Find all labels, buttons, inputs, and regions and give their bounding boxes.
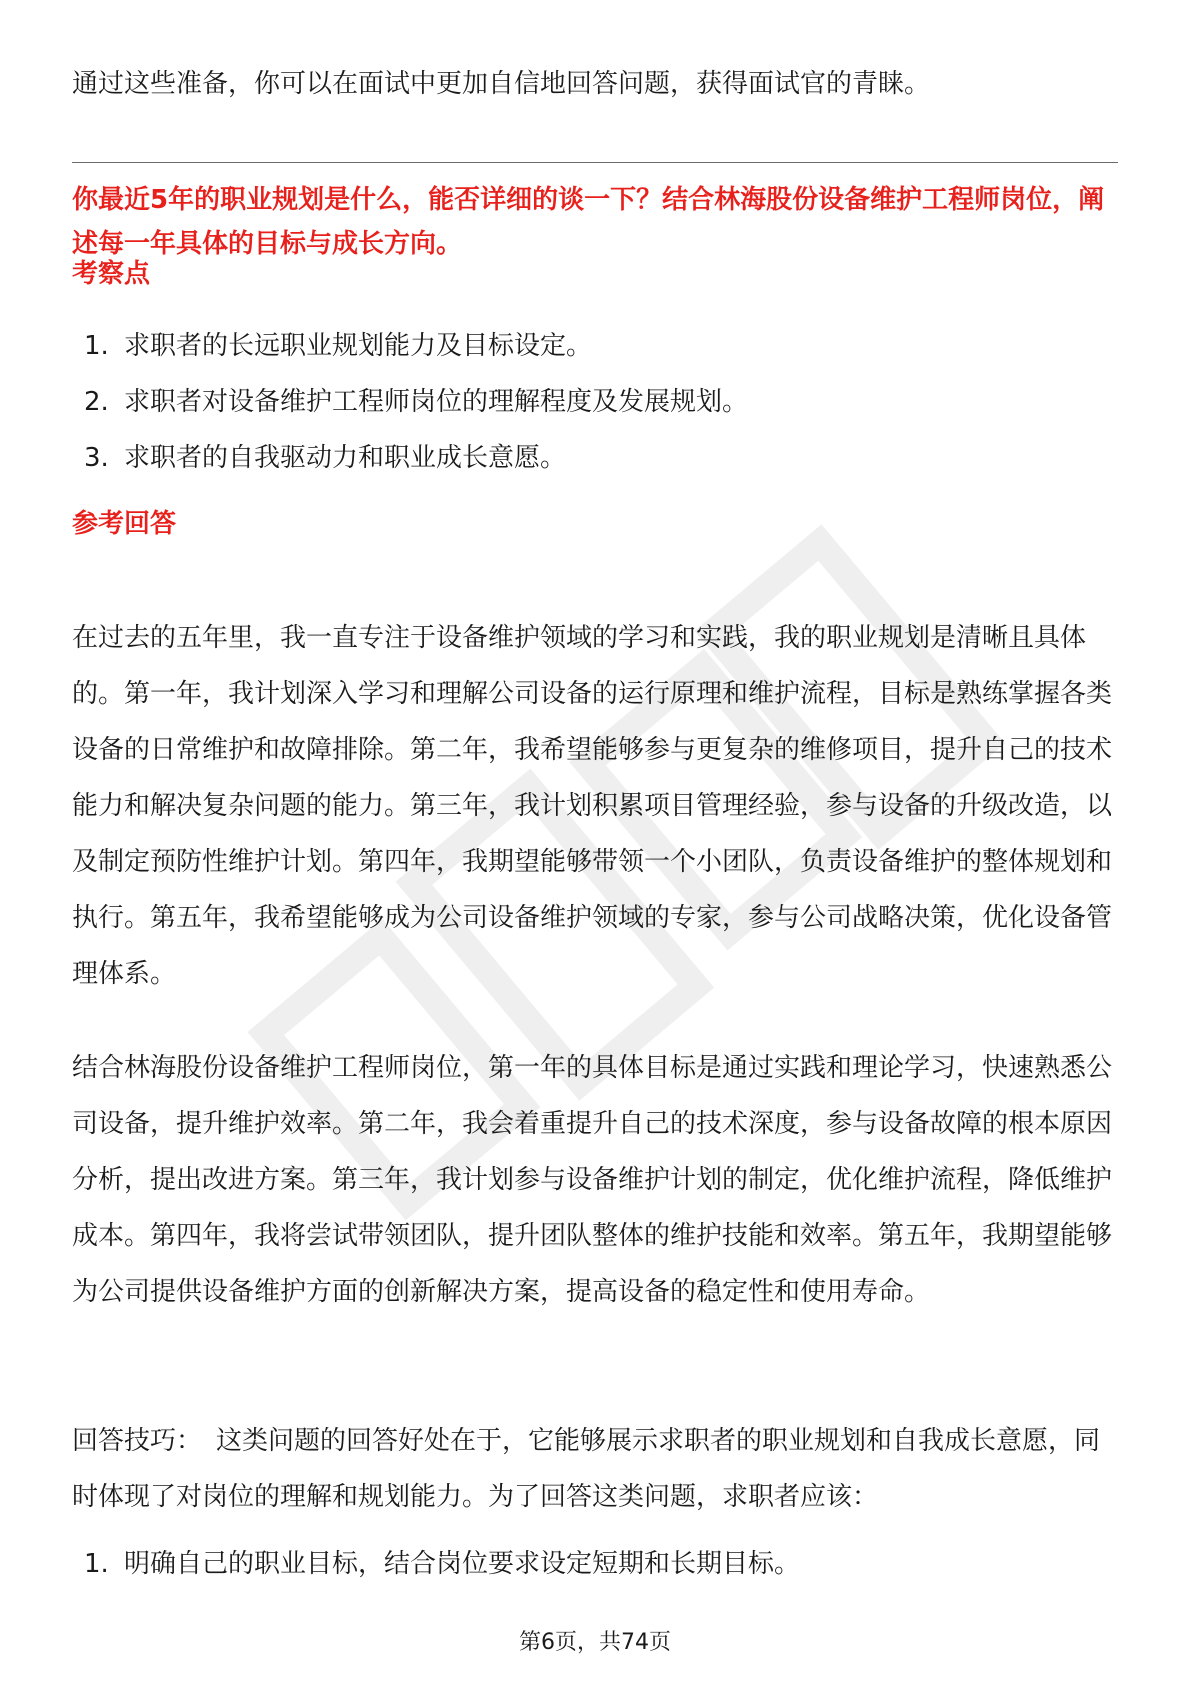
reference-answer-title: 参考回答: [72, 509, 177, 539]
list-item-text: 求职者对设备维护工程师岗位的理解程度及发展规划。: [124, 387, 749, 417]
list-item-number: 1.: [84, 1549, 109, 1579]
list-item: [84, 374, 1114, 430]
list-item-text: 求职者的自我驱动力和职业成长意愿。: [124, 443, 567, 473]
examine-points-title: 考察点: [72, 259, 151, 289]
list-item: [84, 1536, 1114, 1592]
list-item-number: 2.: [84, 387, 109, 417]
list-item-text: 求职者的长远职业规划能力及目标设定。: [124, 331, 593, 361]
intro-paragraph: 通过这些准备，你可以在面试中更加自信地回答问题，获得面试官的青睐。: [72, 69, 931, 99]
section-divider: [72, 162, 1118, 163]
examine-points-list: [84, 318, 1114, 486]
tips-text: 这类问题的回答好处在于，它能够展示求职者的职业规划和自我成长意愿，同时体现了对岗位的理解和规划能力。为了回答这类问题，求职者应该：: [72, 1426, 1101, 1512]
tips-paragraph: [72, 1413, 1118, 1525]
list-item: [84, 318, 1114, 374]
answer-paragraph-1: 在过去的五年里，我一直专注于设备维护领域的学习和实践，我的职业规划是清晰且具体的。第一年，我计划深入学习和理解公司设备的运行原理和维护流程，目标是熟练掌握各类设备的日常维护和故障排除。第二年，我希望能够参与更复杂的维修项目，提升自己的技术能力和解决复杂问题的能力。第三年，我计划积累项目管理经验，参与设备的升级改造，以及制定预防性维护计划。第四年，我期望能够带领一个小团队，负责设备维护的整体规划和执行。第五年，我希望能够成为公司设备维护领域的专家，参与公司战略决策，优化设备管理体系。: [72, 623, 1113, 989]
tips-label: 回答技巧：: [72, 1426, 203, 1456]
list-item-text: 明确自己的职业目标，结合岗位要求设定短期和长期目标。: [124, 1549, 801, 1579]
page-footer: 第6页，共74页: [519, 1630, 671, 1655]
tips-points-list: [84, 1536, 1114, 1592]
answer-paragraph-2: 结合林海股份设备维护工程师岗位，第一年的具体目标是通过实践和理论学习，快速熟悉公司设备，提升维护效率。第二年，我会着重提升自己的技术深度，参与设备故障的根本原因分析，提出改进方案。第三年，我计划参与设备维护计划的制定，优化维护流程，降低维护成本。第四年，我将尝试带领团队，提升团队整体的维护技能和效率。第五年，我期望能够为公司提供设备维护方面的创新解决方案，提高设备的稳定性和使用寿命。: [72, 1053, 1113, 1307]
list-item: [84, 430, 1114, 486]
list-item-number: 1.: [84, 331, 109, 361]
list-item-number: 3.: [84, 443, 109, 473]
question-heading: 你最近5年的职业规划是什么，能否详细的谈一下？结合林海股份设备维护工程师岗位，阐述每一年具体的目标与成长方向。: [72, 185, 1105, 259]
